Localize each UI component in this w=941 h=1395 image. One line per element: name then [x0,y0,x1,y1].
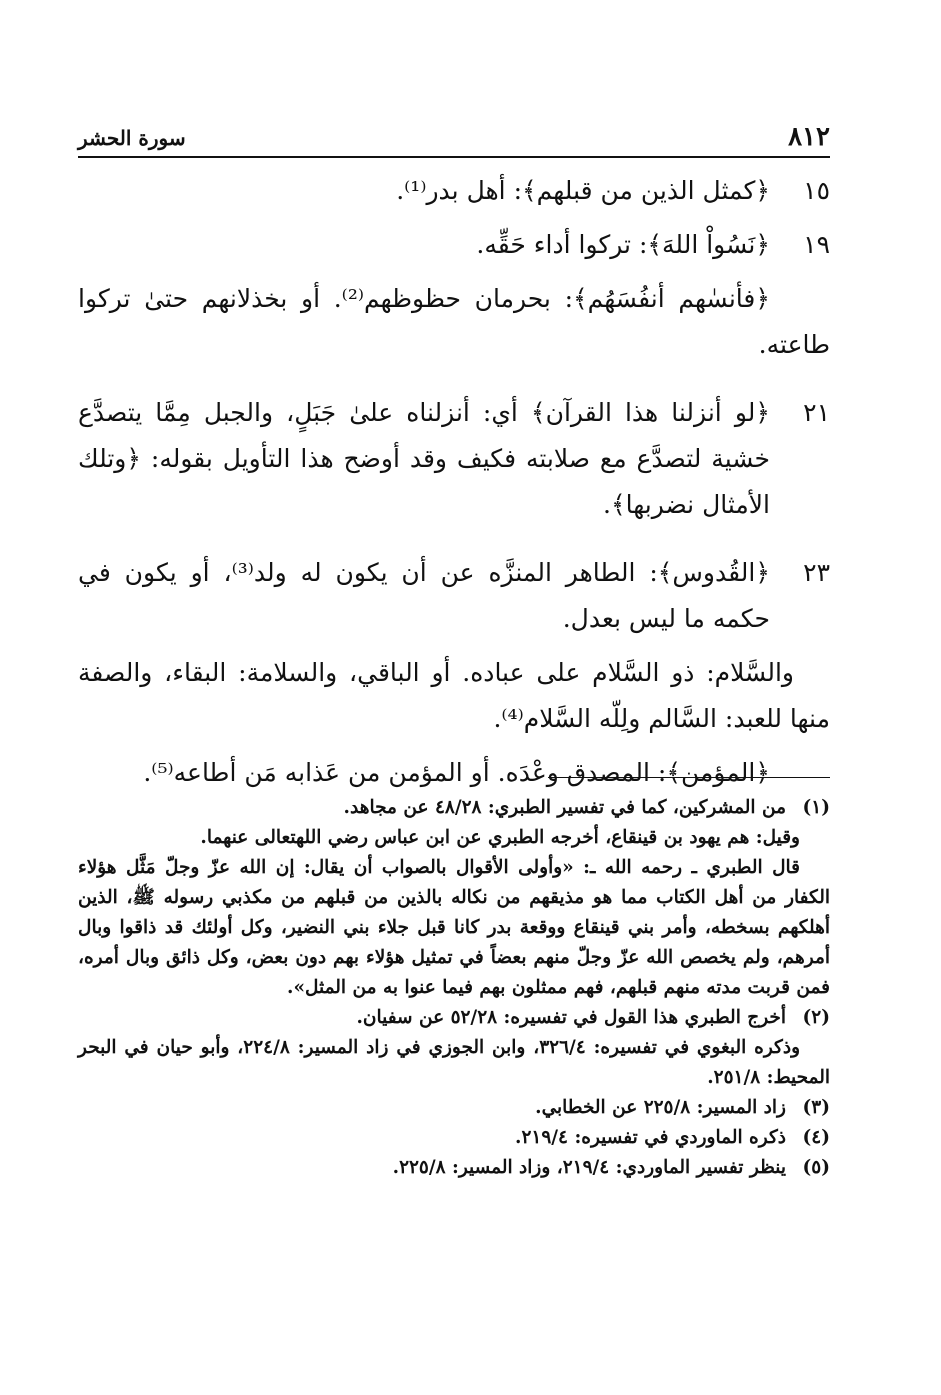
footnote-2 [78,1003,830,1033]
verse-number: ١٥ [803,176,830,205]
entry-verse-23 [78,550,830,642]
footnote-number: (٤) [802,1127,830,1148]
entry-text: ﴿كمثل الذين من قبلهم﴾: أهل بدر⁽¹⁾. [396,176,770,205]
commentary-entries [78,168,830,796]
entry-text: ﴿لو أنزلنا هذا القرآن﴾ أي: أنزلناه علىٰ جَبَلٍ، والجبل مِمَّا يتصدَّع خشية لتصدَّع مع صلابته فكيف وقد أوضح هذا التأويل بقوله: ﴿وتلك الأمثال نضربها﴾. [78,398,770,519]
footnote-paragraph: قال الطبري ـ رحمه الله ـ: «وأولى الأقوال بالصواب أن يقال: إن الله عزّ وجلّ مَثَّل هؤلاء الكفار من أهل الكتاب مما هو مذيقهم من نكاله بالذين من قبلهم من مكذبي رسوله ﷺ، الذين أهلكهم بسخطه، وأمر بني قينقاع ووقعة بدر كانا قبل جلاء بني النضير، وكل أولئك قد ذاقوا وبال أمرهم، ولم يخصص الله عزّ وجلّ منهم بعضاً في تمثيل هؤلاء بهم دون بعض، وكل ذائق وبال أمره، فمن قربت مدته منهم قبلهم، فهم ممثلون بهم فيما عنوا به من المثل». [78,857,830,998]
entry-verse-21 [78,390,830,528]
entry-verse-15 [78,168,830,214]
footnotes [78,793,830,1183]
verse-number: ١٩ [803,230,830,259]
footnote-text: زاد المسير: ٢٢٥/٨ عن الخطابي. [535,1097,786,1118]
footnote-3 [78,1093,830,1123]
entry-continuation: والسَّلام: ذو السَّلام على عباده. أو الباقي، والسلامة: البقاء، والصفة منها للعبد: السَّالم ولِلّه السَّلام⁽⁴⁾. [78,658,830,733]
footnote-5 [78,1153,830,1183]
footnote-number: (١) [802,797,830,818]
footnote-4 [78,1123,830,1153]
entry-text: ﴿القُدوس﴾: الطاهر المنزَّه عن أن يكون له ولد⁽³⁾، أو يكون في حكمه ما ليس بعدل. [78,558,770,633]
footnote-1 [78,793,830,823]
footnote-text: ينظر تفسير الماوردي: ٢١٩/٤، وزاد المسير: ٢٢٥/٨. [392,1157,786,1178]
footnote-number: (٢) [802,1007,830,1028]
verse-number: ٢٣ [803,558,830,587]
footnote-text: من المشركين، كما في تفسير الطبري: ٤٨/٢٨ عن مجاهد. [343,797,786,818]
footnote-text: ذكره الماوردي في تفسيره: ٢١٩/٤. [515,1127,786,1148]
footnote-paragraph: وذكره البغوي في تفسيره: ٣٢٦/٤، وابن الجوزي في زاد المسير: ٢٢٤/٨، وأبو حيان في البحر المحيط: ٢٥١/٨. [78,1037,830,1088]
verse-number: ٢١ [803,398,830,427]
entry-continuation: ﴿المؤمن﴾: المصدق وعْدَه. أو المؤمن من عَذابه مَن أطاعه⁽⁵⁾. [143,758,770,787]
footnote-number: (٣) [802,1097,830,1118]
footnote-number: (٥) [802,1157,830,1178]
footnote-text: أخرج الطبري هذا القول في تفسيره: ٥٢/٢٨ عن سفيان. [356,1007,786,1028]
header-rule [78,156,830,158]
entry-verse-19 [78,222,830,268]
footnote-separator [548,777,830,778]
entry-text: ﴿نَسُواْ اللهَ﴾: تركوا أداء حَقِّه. [476,230,770,259]
footnote-paragraph: وقيل: هم يهود بن قينقاع، أخرجه الطبري عن ابن عباس رضي اللهتعالى عنهما. [200,827,800,848]
surah-title: سورة الحشر [78,126,186,150]
page-header [78,118,830,158]
entry-continuation: ﴿فأنسٰهم أنفُسَهُم﴾: بحرمان حظوظهم⁽²⁾. أو بخذلانهم حتىٰ تركوا طاعته. [78,284,830,359]
page-number: ٨١٢ [788,122,830,152]
